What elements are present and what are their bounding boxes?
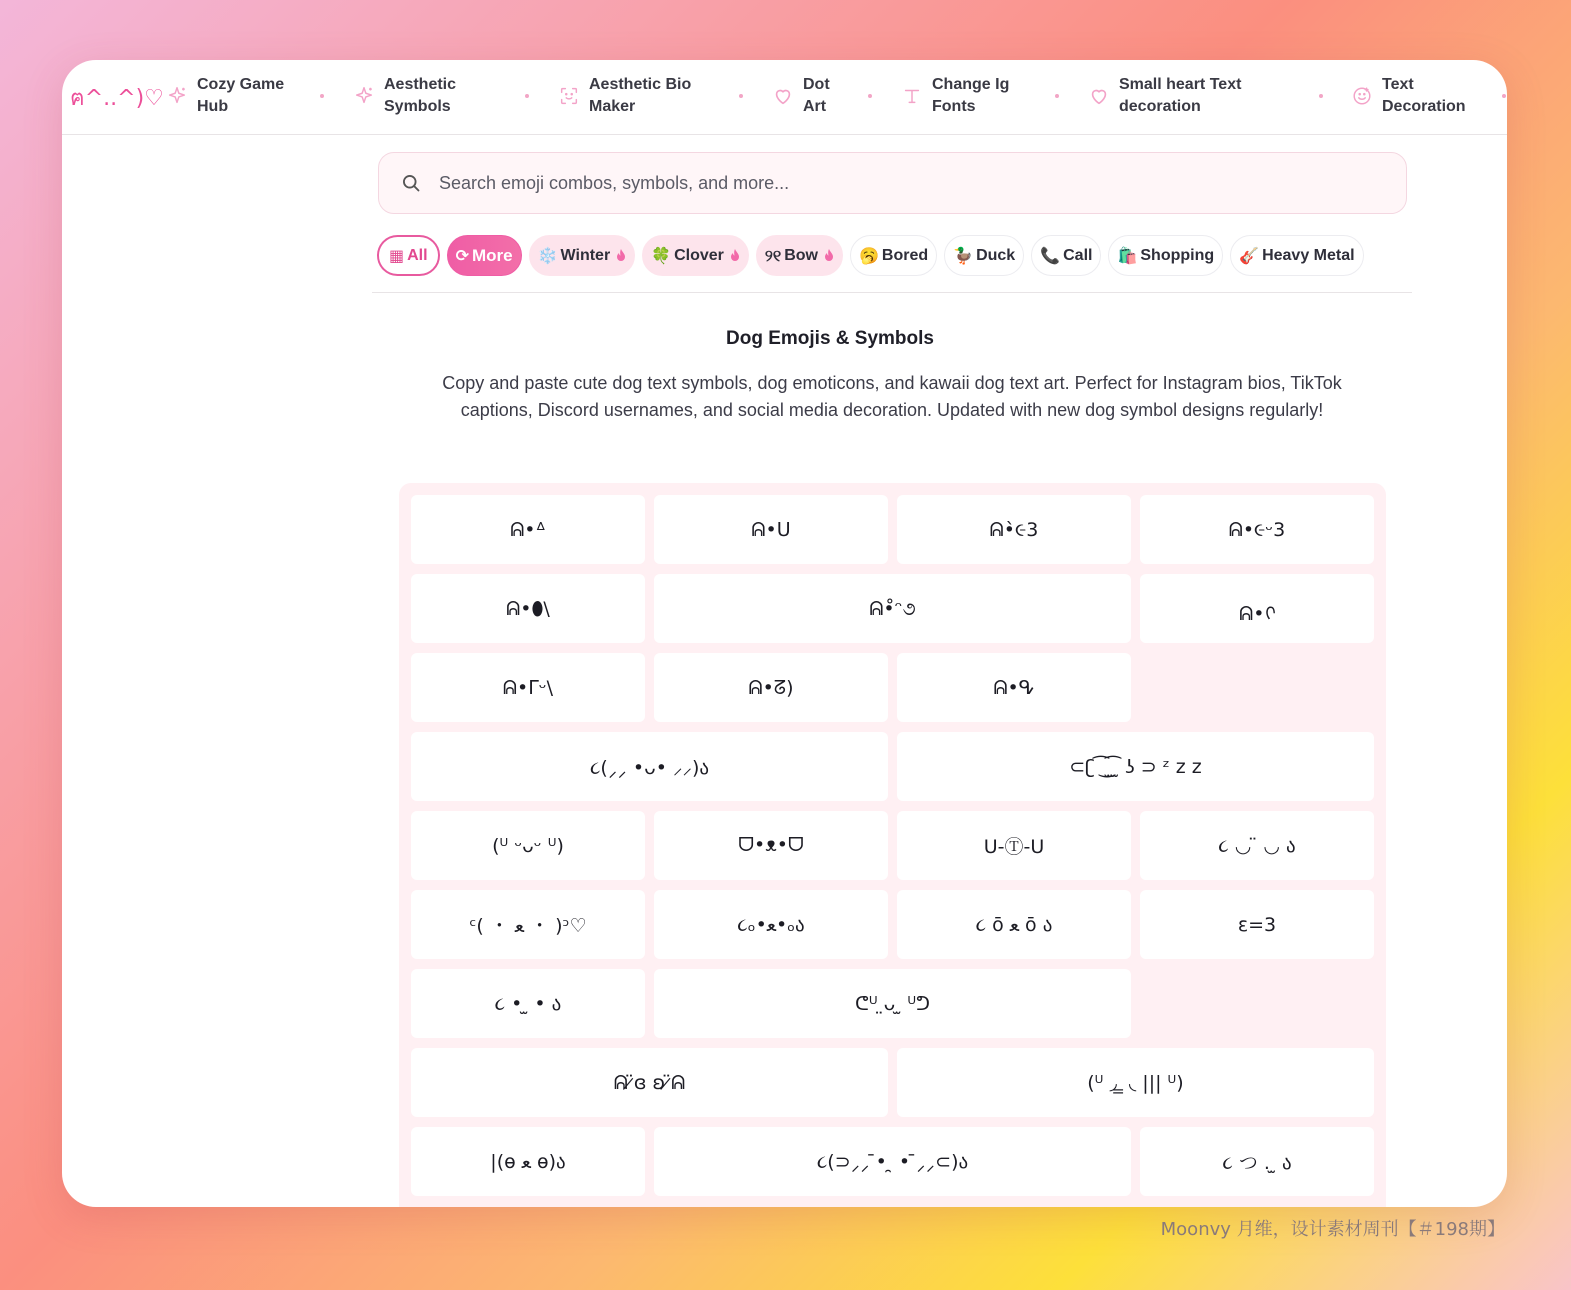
symbol-card[interactable]: ᕱ•ᒥᵕ\ [411,653,645,722]
symbol-card[interactable]: ᕱ•૯ᵕ3 [1140,495,1374,564]
nav-separator-dot [1319,94,1323,98]
symbol-card[interactable]: ૮ ō ﻌ ō ა [897,890,1131,959]
chip-emoji-icon: 🛍️ [1117,246,1138,265]
nav-separator-dot [525,94,529,98]
symbol-card[interactable]: ᕱ ̷̈ɞ ʚ ̷̈ᕱ [411,1048,888,1117]
chip-all[interactable] [377,235,440,276]
face-scan-icon [557,84,581,108]
symbol-card[interactable]: ૮ₒ•ﻌ•ₒა [654,890,888,959]
symbol-card[interactable]: ૮ • ̫ • ა [411,969,645,1038]
nav-item-label: Dot Art [803,76,830,115]
chip-label: More [471,245,513,265]
chip-shopping[interactable] [1108,235,1223,276]
symbol-card[interactable]: ᶜ( ・ ﻌ ・ )ᵓ♡ [411,890,645,959]
chip-label: Call [1063,246,1093,264]
symbol-card[interactable]: ᗜ•ᴥ•ᗜ [654,811,888,880]
nav-item-0[interactable] [165,74,284,118]
chip-bow[interactable] [756,235,843,276]
chip-emoji-icon: ❄️ [537,246,558,265]
symbol-card[interactable]: ᕱ•ᐞ [411,495,645,564]
nav-item-6[interactable] [1350,74,1466,118]
text-t-icon [900,84,924,108]
nav-item-3[interactable] [771,74,830,118]
page-description: Copy and paste cute dog text symbols, dog emoticons, and kawaii dog text art. Perfect for Instagram bios, TikTok captions, Discord usernames, and social media decoration. Updated with new dog symbol designs regularly! [442,373,1342,420]
symbol-card[interactable]: ε=3 [1140,890,1374,959]
trending-fire-icon [724,249,740,262]
trending-fire-icon [818,249,834,262]
category-chips [377,235,1371,276]
symbol-card[interactable]: ૮ ◡ ̈ ◡ ა [1140,811,1374,880]
chip-heavy-metal[interactable] [1230,235,1363,276]
chip-clover[interactable] [642,235,749,276]
symbol-card[interactable]: (ᵁ ◞ ̳ ◟ ||| ᵁ) [897,1048,1374,1117]
smile-icon [1350,84,1374,108]
nav-separator-dot [1055,94,1059,98]
grid-icon: ▦ [389,246,405,265]
nav-item-label: Aesthetic Bio Maker [589,76,692,115]
sparkle-icon [352,84,376,108]
chip-label: Clover [674,246,724,264]
site-logo[interactable]: ฅ^..^)♡ [70,85,164,111]
chip-label: Bow [784,246,818,264]
divider [372,292,1412,293]
chip-label: Duck [976,246,1016,264]
symbol-card[interactable]: |(ɵ ﻌ ɵ)ა [411,1127,645,1196]
symbol-grid [411,495,1374,1207]
symbol-card[interactable]: ᕱ•̊ᵔ૭ [654,574,1131,643]
chip-emoji-icon: 🥱 [858,246,879,265]
chip-more[interactable] [447,235,522,276]
chip-winter[interactable] [529,235,636,276]
symbol-card[interactable]: ᕱ•ᘔ) [654,653,888,722]
symbol-card[interactable]: ᕱ•ᑌ [654,495,888,564]
heart-icon [1087,84,1111,108]
nav-item-label: Text Decoration [1382,76,1466,115]
search-input[interactable] [439,173,1339,194]
chip-label: All [407,246,428,264]
nav-item-2[interactable] [557,74,691,118]
nav-separator-dot [1502,94,1506,98]
search-icon [401,173,421,193]
nav-item-4[interactable] [900,74,1009,118]
symbol-card[interactable]: ᕱ•⬮\ [411,574,645,643]
chip-duck[interactable] [944,235,1024,276]
symbol-card[interactable]: U-Ⓣ-U [897,811,1131,880]
chip-emoji-icon: ୨୧ [764,245,782,265]
chip-emoji-icon: 🎸 [1239,246,1260,265]
chip-label: Bored [881,246,929,264]
chip-label: Winter [560,246,611,264]
chip-emoji-icon: 🍀 [651,246,672,265]
nav-item-label: Cozy Game Hub [197,76,285,115]
nav-item-label: Change Ig Fonts [932,76,1010,115]
nav-item-1[interactable] [352,74,456,118]
symbol-card[interactable]: ᕱ•ᢉ [1140,574,1374,643]
refresh-icon: ⟳ [455,246,469,265]
nav-separator-dot [868,94,872,98]
symbol-card[interactable]: ᕱ•ᕴ [897,653,1131,722]
chip-label: Shopping [1140,246,1215,264]
nav-item-5[interactable] [1087,74,1241,118]
symbol-card[interactable]: ૮(⸝⸝ •ᴗ• ⸝⸝)ა [411,732,888,801]
search-bar[interactable] [378,152,1407,214]
chip-label: Heavy Metal [1262,246,1355,264]
heart-icon [771,84,795,108]
top-nav [62,60,1507,135]
nav-item-label: Aesthetic Symbols [384,76,457,115]
chip-bored[interactable] [850,235,937,276]
chip-call[interactable] [1031,235,1101,276]
nav-item-label: Small heart Text decoration [1119,76,1242,115]
watermark: Moonvy 月维，设计素材周刊【＃198期】 [1160,1219,1505,1240]
symbol-card[interactable]: (ᵁ ᵕᴗᵕ ᵁ) [411,811,645,880]
chip-emoji-icon: 🦆 [953,246,974,265]
symbol-card[interactable]: ⊂ʗ ͡ ͜ ̫͡ ̫ ʖ ⊃ ᶻ z 𝗓 [897,732,1374,801]
nav-separator-dot [320,94,324,98]
symbol-card[interactable]: ૮ つ . ̫ ა [1140,1127,1374,1196]
chip-emoji-icon: 📞 [1040,246,1061,265]
symbol-card[interactable]: ૮(⊃⸝⸝ ̄• ̯ • ̄⸝⸝⊂)ა [654,1127,1131,1196]
nav-separator-dot [739,94,743,98]
trending-fire-icon [610,249,626,262]
symbol-card[interactable]: ᕦᵁ ̤ᴗ ̫ ᵁᕤ [654,969,1131,1038]
sparkle-icon [165,84,189,108]
symbol-card[interactable]: ᕱ•̀૯3 [897,495,1131,564]
page-title: Dog Emojis & Symbols [726,328,934,349]
symbol-grid-container [399,483,1386,1207]
browser-frame [62,60,1507,1207]
